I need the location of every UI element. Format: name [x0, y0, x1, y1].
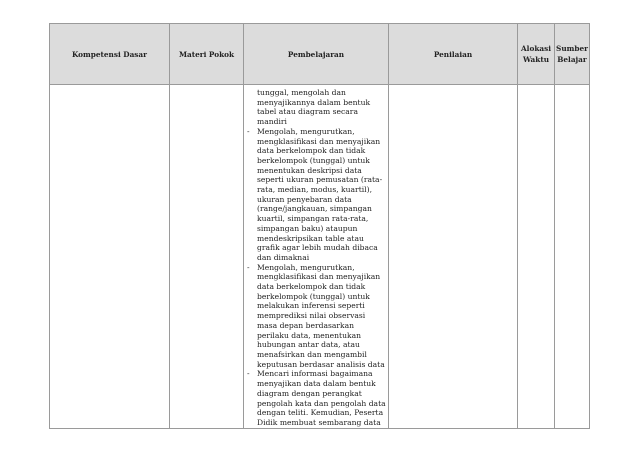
list-item-text: Mencari informasi bagaimana menyajikan data dalam bentuk diagram dengan perangkat pengolah kata dan pengolah data dengan teliti. Kemudian, Peserta Didik membuat sembarang data: [257, 369, 386, 427]
list-item: [244, 127, 386, 263]
header-pembelajaran: Pembelajaran: [244, 24, 389, 85]
header-materi-pokok: Materi Pokok: [170, 24, 244, 85]
table-row: [50, 85, 590, 429]
header-sumber-belajar: Sumber Belajar: [555, 24, 590, 85]
cell-sumber-belajar: [555, 85, 590, 429]
syllabus-table: [49, 23, 590, 429]
cell-alokasi-waktu: [518, 85, 555, 429]
list-item: [244, 263, 386, 370]
bullet-dash: -: [247, 369, 250, 379]
pembelajaran-content: [244, 85, 388, 428]
header-penilaian: Penilaian: [389, 24, 518, 85]
cell-penilaian: [389, 85, 518, 429]
cell-kompetensi-dasar: [50, 85, 170, 429]
header-row: [50, 24, 590, 85]
continued-text: tunggal, mengolah dan menyajikannya dalam bentuk tabel atau diagram secara mandiri: [257, 88, 371, 127]
list-item-text: Mengolah, mengurutkan, mengklasifikasi dan menyajikan data berkelompok dan tidak berkelompok (tunggal) untuk menentukan deskripsi data seperti ukuran pemusatan (rata-rata, median, modus, kuartil), ukuran penyebaran data (range/jangkauan, simpangan kuartil, simpangan rata-rata, simpangan baku) ataupun mendeskripsikan table atau grafik agar lebih mudah dibaca dan dimaknai: [257, 126, 383, 262]
header-kompetensi-dasar: Kompetensi Dasar: [50, 24, 170, 85]
bullet-dash: -: [247, 262, 250, 272]
cell-materi-pokok: [170, 85, 244, 429]
list-item-text: Mengolah, mengurutkan, mengklasifikasi dan menyajikan data berkelompok dan tidak berkelompok (tunggal) untuk melakukan inferensi seperti memprediksi nilai observasi masa depan berdasarkan perilaku data, menentukan hubungan antar data, atau menafsirkan dan mengambil keputusan berdasar analisis data: [257, 262, 385, 369]
bullet-dash: -: [247, 126, 250, 136]
list-item: [244, 369, 386, 427]
header-alokasi-waktu: Alokasi Waktu: [518, 24, 555, 85]
cell-pembelajaran: [244, 85, 389, 429]
